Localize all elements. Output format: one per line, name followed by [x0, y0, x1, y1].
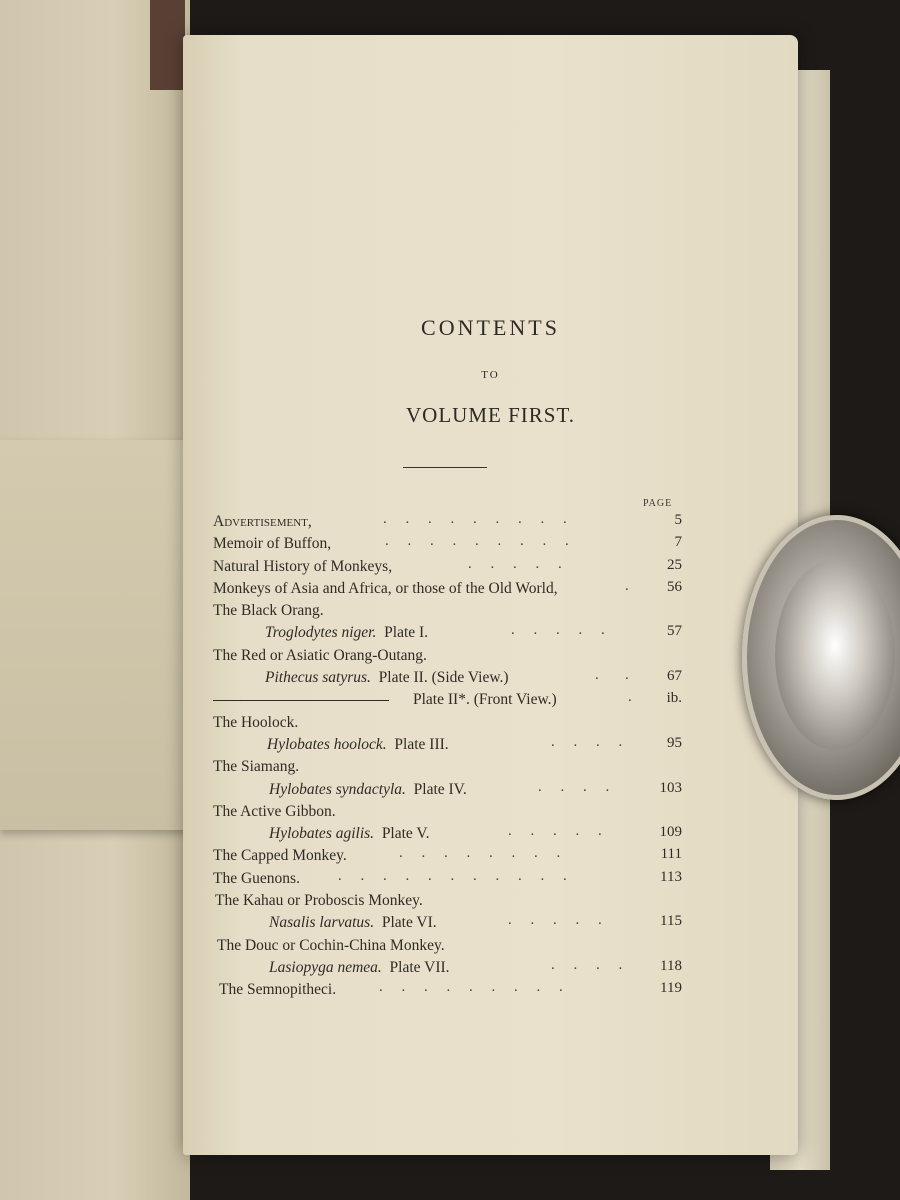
toc-plate-entry	[269, 825, 429, 843]
toc-row	[183, 600, 798, 622]
leader-dots: . . . . . . . . .	[385, 533, 569, 550]
plate-label: Plate III.	[394, 735, 449, 753]
plate-label: Plate VI.	[381, 914, 437, 932]
toc-entry: The Black Orang.	[213, 602, 324, 620]
toc-entry: Advertisement,	[213, 513, 312, 530]
toc-row	[183, 622, 798, 644]
toc-entry: Monkeys of Asia and Africa, or those of the Old World,	[213, 579, 558, 597]
toc-entry: Memoir of Buffon,	[213, 535, 332, 553]
toc-entry: The Capped Monkey.	[213, 847, 347, 865]
leader-dots: . . . .	[551, 956, 623, 973]
folded-leaf	[0, 440, 190, 830]
toc-entry: Natural History of Monkeys,	[213, 557, 393, 575]
toc-plate-entry	[265, 624, 428, 642]
toc-page-number: 113	[660, 868, 682, 885]
plate-label: Plate II*. (Front View.)	[413, 691, 557, 709]
page-column-label: PAGE	[643, 498, 673, 509]
title-rule	[403, 467, 487, 468]
toc-row	[183, 712, 798, 734]
toc-row	[183, 912, 798, 934]
toc-row	[183, 645, 798, 667]
toc-entry: The Siamang.	[213, 758, 300, 776]
toc-page-number: 25	[667, 556, 682, 573]
toc-row	[183, 935, 798, 957]
species-name: Lasiopyga nemea.	[269, 958, 382, 976]
plate-label: Plate V.	[381, 825, 430, 843]
leader-dots: . . . . .	[508, 912, 602, 929]
toc-row	[183, 779, 798, 801]
toc-page-number: 118	[660, 957, 682, 974]
toc-page-number: 5	[674, 512, 682, 528]
toc-page-number: 109	[659, 824, 682, 841]
toc-row	[183, 533, 798, 555]
toc-entry: The Guenons.	[213, 869, 300, 887]
toc-page-number: 111	[660, 846, 682, 863]
leader-dots: . . . . . . . . .	[383, 511, 567, 527]
leader-dots: . . . .	[538, 778, 610, 795]
leader-dots: . .	[595, 667, 629, 684]
toc-plate-entry	[267, 736, 449, 754]
toc-entry: The Hoolock.	[213, 713, 299, 731]
toc-page-number: 7	[674, 534, 682, 551]
toc-plate-entry	[269, 959, 450, 977]
toc-entry: The Douc or Cochin-China Monkey.	[217, 936, 445, 954]
toc-row	[183, 890, 798, 912]
leader-dots: . . . . . . . . . . .	[338, 867, 567, 884]
plate-label: Plate IV.	[413, 780, 467, 798]
leader-dots: . . . . . . . .	[399, 845, 561, 862]
toc-row	[183, 689, 798, 711]
toc-entry: The Red or Asiatic Orang-Outang.	[213, 646, 427, 664]
toc-row	[183, 979, 798, 1001]
toc-entry: The Semnopitheci.	[219, 981, 337, 999]
leader-dots: . . . . .	[508, 823, 602, 840]
contents-to: TO	[481, 369, 500, 381]
species-name: Nasalis larvatus.	[269, 914, 375, 932]
contents-list	[183, 511, 798, 1002]
toc-page-number: 119	[660, 980, 682, 997]
toc-row	[183, 756, 798, 778]
species-name: Hylobates agilis.	[269, 825, 375, 843]
toc-entry: The Kahau or Proboscis Monkey.	[215, 892, 423, 910]
leader-dots: .	[628, 689, 632, 706]
toc-page-number: 115	[660, 913, 682, 930]
toc-page-number: 95	[667, 734, 682, 751]
toc-row	[183, 845, 798, 867]
left-page	[0, 0, 190, 1200]
leader-dots: . . . . .	[468, 555, 562, 572]
toc-page-number: 56	[667, 578, 682, 595]
leader-dots: . . . .	[551, 733, 623, 750]
contents-heading: CONTENTS	[421, 315, 560, 340]
toc-plate-entry	[213, 691, 557, 709]
species-name: Hylobates syndactyla.	[269, 780, 406, 798]
toc-row	[183, 801, 798, 823]
toc-entry: The Active Gibbon.	[213, 802, 336, 820]
volume-heading: VOLUME FIRST.	[406, 403, 575, 427]
toc-row	[183, 957, 798, 979]
book-weight-emblem	[775, 560, 895, 750]
toc-page-number: 57	[667, 623, 682, 640]
toc-row	[183, 511, 798, 533]
species-name: Pithecus satyrus.	[265, 669, 371, 687]
toc-plate-entry	[269, 914, 437, 932]
toc-row	[183, 556, 798, 578]
plate-label: Plate I.	[384, 624, 429, 642]
leader-dots: . . . . . . . . .	[379, 979, 563, 996]
toc-plate-entry	[265, 669, 509, 687]
toc-page-number: 103	[659, 779, 682, 796]
plate-label: Plate VII.	[389, 958, 450, 976]
toc-page-number: 67	[667, 668, 682, 685]
leader-dots: .	[625, 577, 629, 594]
contents-page	[183, 35, 798, 1155]
toc-plate-entry	[269, 781, 467, 799]
ditto-rule	[213, 700, 389, 701]
toc-row	[183, 823, 798, 845]
toc-row	[183, 868, 798, 890]
plate-label: Plate II. (Side View.)	[378, 669, 509, 687]
species-name: Troglodytes niger.	[265, 624, 377, 642]
toc-row	[183, 667, 798, 689]
toc-page-number: ib.	[666, 690, 682, 707]
leader-dots: . . . . .	[511, 622, 605, 639]
book-cover-edge	[150, 0, 185, 90]
toc-row	[183, 578, 798, 600]
species-name: Hylobates hoolock.	[267, 735, 387, 753]
toc-row	[183, 734, 798, 756]
